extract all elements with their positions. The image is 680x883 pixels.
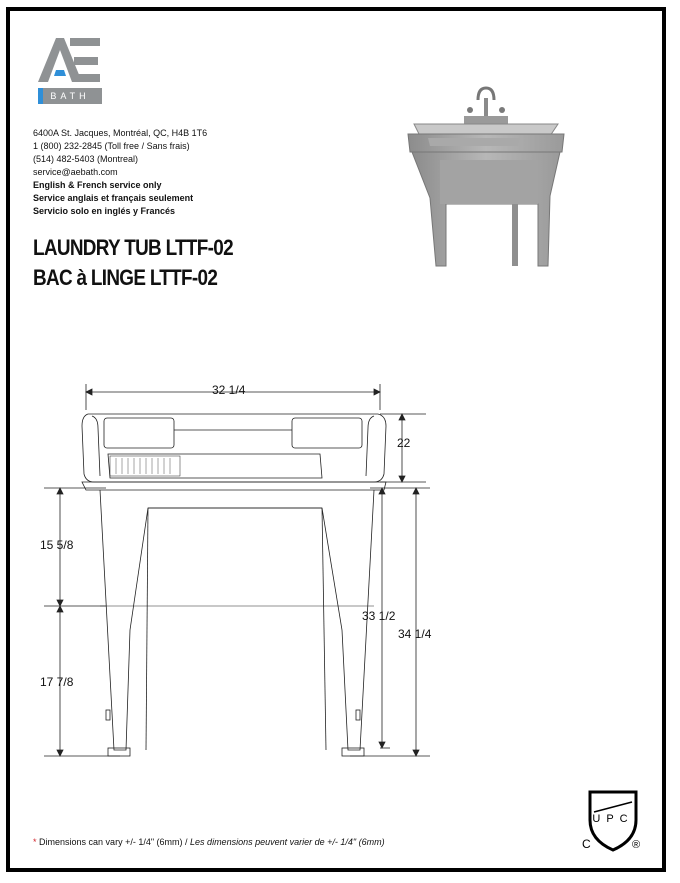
- upc-registered: ®: [632, 839, 641, 851]
- logo-bath-bar: [38, 88, 102, 104]
- dimension-footnote: [33, 837, 385, 847]
- footnote-french: Les dimensions peuvent varier de +/- 1/4" (6mm): [190, 837, 385, 847]
- technical-drawing: [30, 370, 450, 770]
- dim-lower-leg: 17 7/8: [40, 675, 74, 689]
- title-english: LAUNDRY TUB LTTF-02: [33, 235, 233, 260]
- dim-upper-leg: 15 5/8: [40, 538, 74, 552]
- dim-total-height: 34 1/4: [398, 627, 432, 641]
- toll-free-phone: 1 (800) 232-2845 (Toll free / Sans frais): [33, 141, 190, 151]
- product-title: [33, 233, 233, 293]
- logo-accent: [38, 88, 43, 104]
- address-line: 6400A St. Jacques, Montréal, QC, H4B 1T6: [33, 128, 208, 138]
- upc-certification-icon: [580, 784, 646, 854]
- contact-block: [33, 127, 207, 218]
- title-french: BAC à LINGE LTTF-02: [33, 265, 218, 290]
- email-link[interactable]: service@aebath.com: [33, 167, 118, 177]
- dim-basin-depth: 22: [397, 436, 411, 450]
- montreal-phone: (514) 482-5403 (Montreal): [33, 154, 139, 164]
- logo-sub-label: BATH: [50, 91, 90, 101]
- product-photo: [400, 80, 570, 270]
- footnote-english: Dimensions can vary +/- 1/4" (6mm) /: [39, 837, 188, 847]
- dim-rim-height: 33 1/2: [362, 609, 396, 623]
- footnote-marker: *: [33, 837, 37, 847]
- upc-mark: UPC: [592, 813, 634, 825]
- upc-prefix: C: [582, 837, 591, 851]
- service-spanish: Servicio solo en inglés y Francés: [33, 206, 176, 216]
- service-french: Service anglais et français seulement: [33, 193, 194, 203]
- dim-width: 32 1/4: [212, 383, 246, 397]
- service-english: English & French service only: [33, 180, 162, 190]
